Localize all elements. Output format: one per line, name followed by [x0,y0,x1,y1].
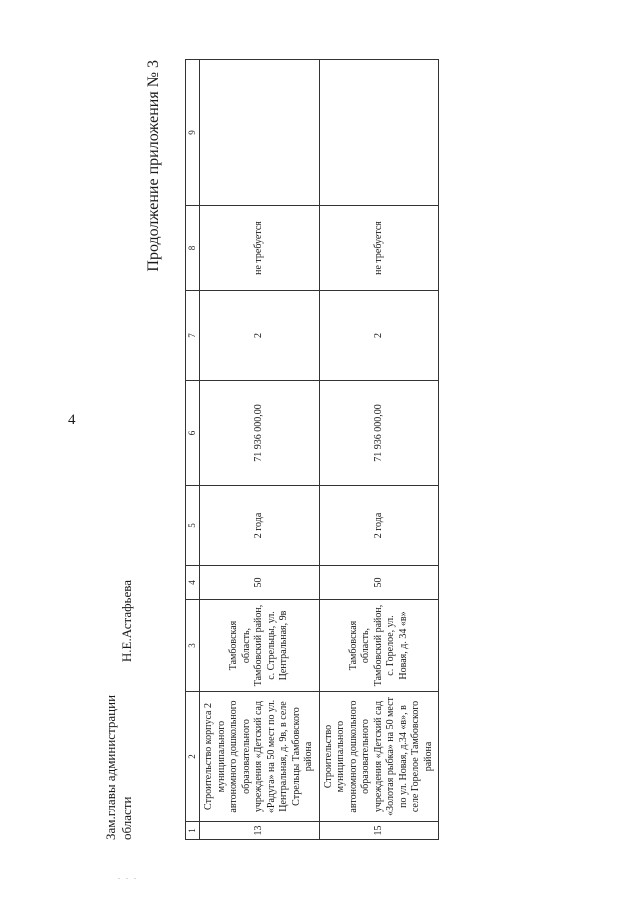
row-number: 13 [200,822,320,840]
estimated-cost: 71 936 000,00 [319,381,439,486]
column-9-value [319,60,439,206]
signatory-name: Н.Е.Астафьева [119,580,134,663]
object-name: Строительство корпуса 2 муниципального автономного дошкольного образовательного учреждения «Детский сад «Радуга» на 50 мест по ул. Центральная, д. 9в, в селе Стрельцы Тамбовского района [200,692,320,822]
rotated-page-content [103,60,434,840]
column-number: 4 [186,566,200,600]
column-number: 8 [186,206,200,291]
column-9-value [200,60,320,206]
column-number: 9 [186,60,200,206]
column-number: 5 [186,486,200,566]
column-number: 1 [186,822,200,840]
signature-region: области [119,796,134,840]
object-places: 50 [200,566,320,600]
table-row [200,60,320,840]
column-number: 6 [186,381,200,486]
column-number: 3 [186,600,200,692]
column-7-value: 2 [319,291,439,381]
table-row [319,60,439,840]
column-number: 2 [186,692,200,822]
appendix-heading: Продолжение приложения № 3 [145,60,162,272]
object-name: Строительство муниципального автономного дошкольного образовательного учреждения «Детский сад «Золотая рыбка» на 50 мест по ул. Новая, д.34 «в», в селе Горелое Тамбовского района [319,692,439,822]
column-number-row [186,60,200,840]
row-number: 15 [319,822,439,840]
column-8-value: не требуется [200,206,320,291]
construction-term: 2 года [200,486,320,566]
object-table [185,59,439,840]
column-7-value: 2 [200,291,320,381]
object-address: Тамбовская область, Тамбовский район, с. Стрельцы, ул. Центральная, 9в [200,600,320,692]
signature-line [119,580,135,840]
object-address: Тамбовская область, Тамбовский район, с. Горелое, ул. Новая, д. 34 «в» [319,600,439,692]
signature-position: Зам.главы администрации [103,694,118,840]
estimated-cost: 71 936 000,00 [200,381,320,486]
column-number: 7 [186,291,200,381]
construction-term: 2 года [319,486,439,566]
page-number: 4 [68,412,76,428]
signature-block [103,580,135,840]
column-8-value: не требуется [319,206,439,291]
object-places: 50 [319,566,439,600]
scan-mark: . . . [118,872,138,881]
